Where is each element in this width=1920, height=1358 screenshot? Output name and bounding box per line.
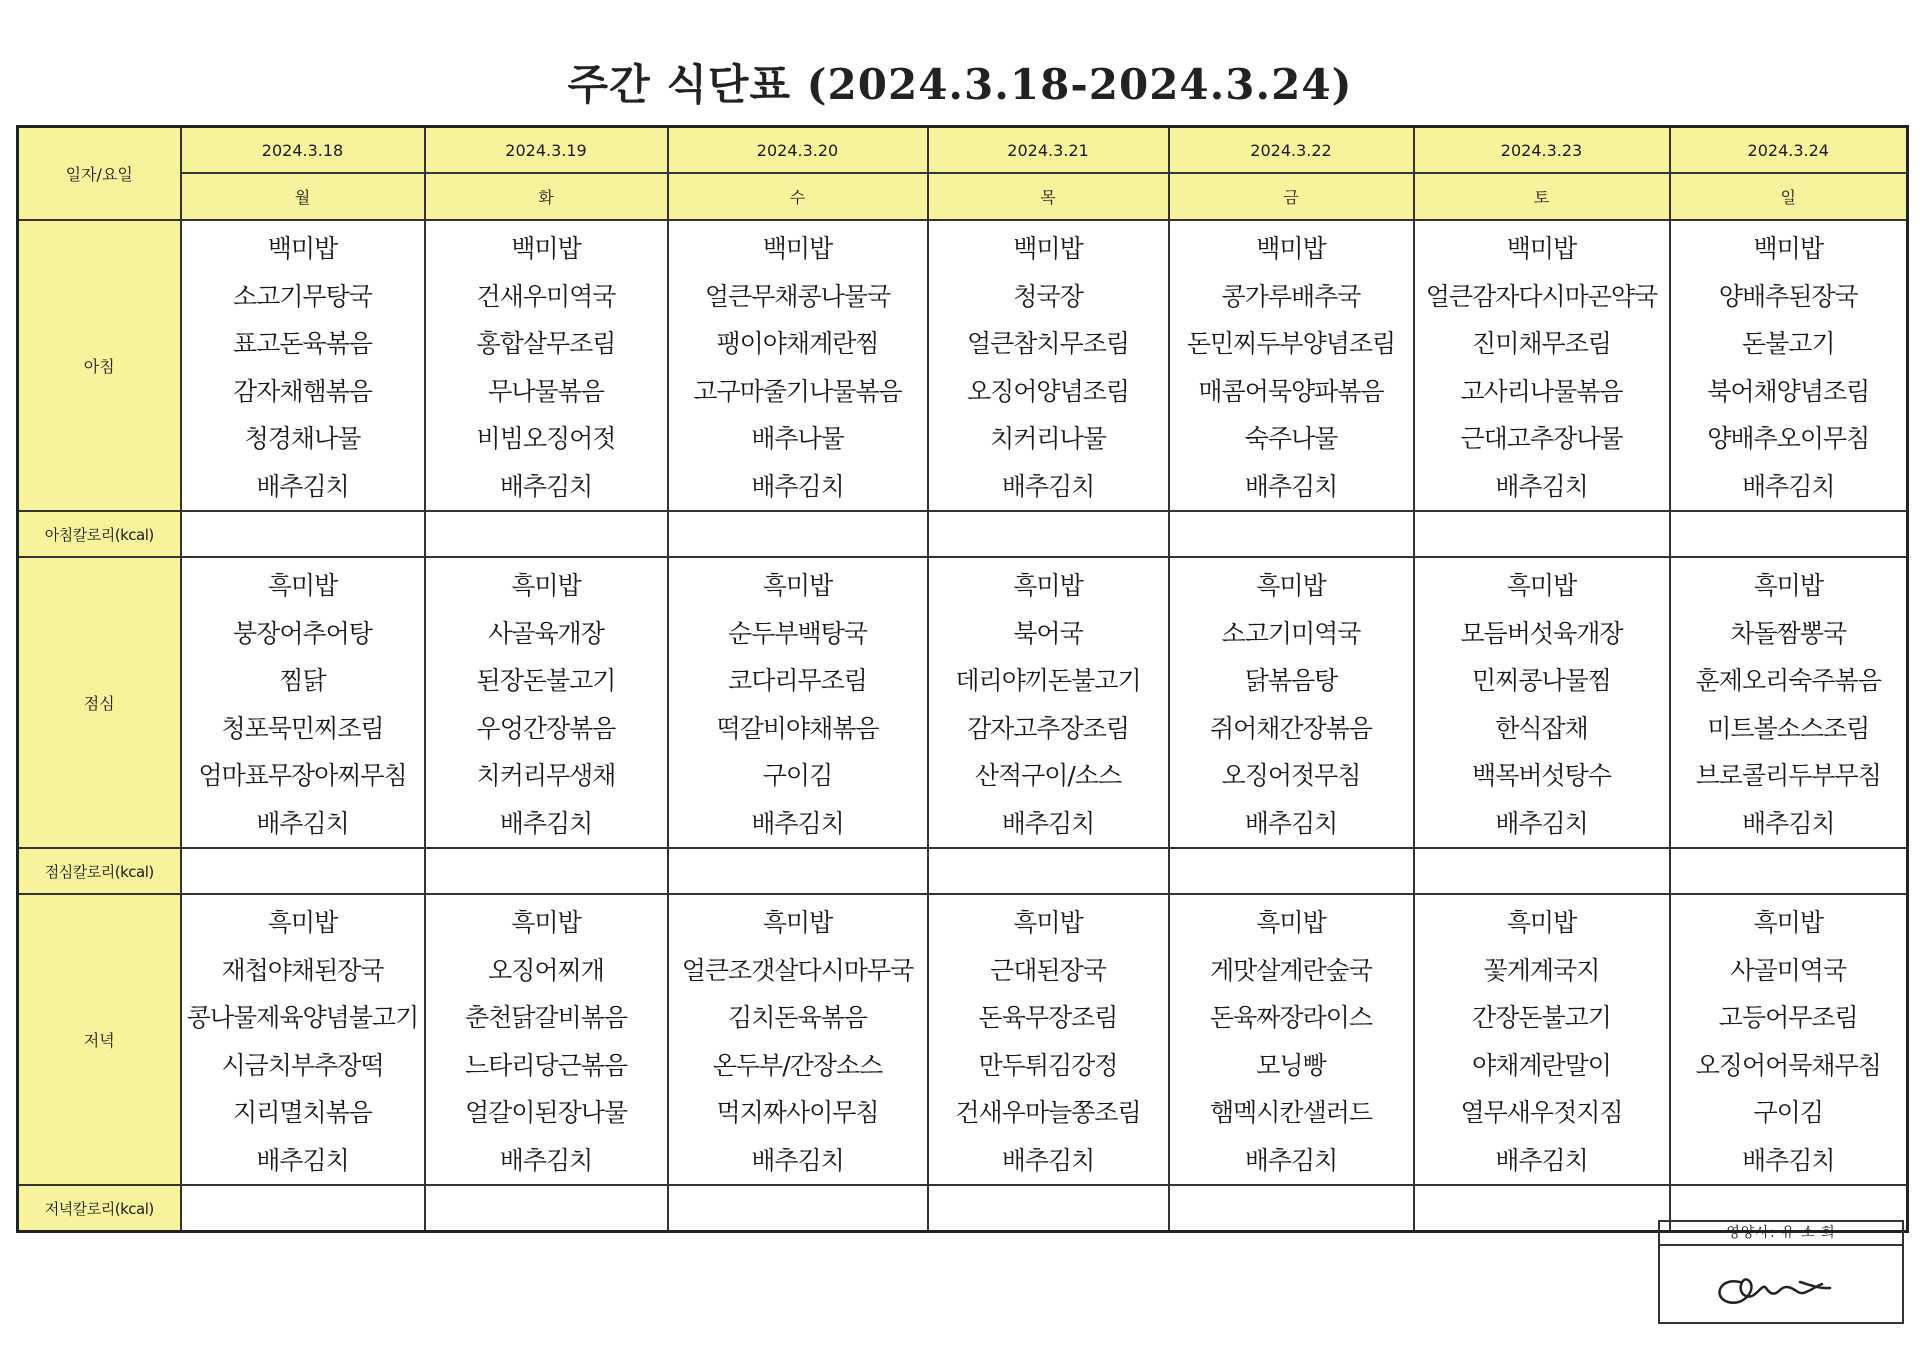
menu-item: 백미밥 [1256,234,1326,263]
menu-item: 먹지짜사이무침 [716,1098,879,1127]
menu-item: 콩나물제육양념불고기 [186,1003,419,1032]
menu-item: 시금치부추장떡 [221,1050,384,1080]
day-header-7: 일 [1670,173,1908,220]
menu-item: 우엉간장볶음 [476,713,616,743]
menu-item: 배추김치 [499,471,593,501]
menu-item: 청포묵민찌조림 [221,713,384,743]
day-header-6: 토 [1414,173,1670,220]
menu-item: 배추김치 [256,1145,349,1175]
menu-item: 붕장어추어탕 [233,618,372,648]
menu-item: 햄멕시칸샐러드 [1209,1098,1373,1127]
dinner-label: 저녁 [18,894,181,1185]
lunch-calorie-label: 점심칼로리(kcal) [18,848,181,894]
breakfast-calorie-cell-3 [668,511,928,557]
menu-item: 온두부/간장소스 [712,1050,883,1080]
menu-item: 고구마줄기나물볶음 [693,376,902,406]
menu-item: 브로콜리두부무침 [1695,761,1881,790]
menu-item: 흑미밥 [762,571,833,600]
menu-item: 고등어무조림 [1718,1003,1858,1032]
menu-item: 얼큰무채콩나물국 [704,281,891,311]
menu-item: 오징어찌개 [488,955,604,985]
dinner-calorie-cell-4 [928,1185,1169,1232]
breakfast-calorie-cell-5 [1169,511,1414,557]
menu-item: 돈불고기 [1741,329,1835,358]
menu-item: 배추김치 [499,1145,593,1175]
menu-item: 훈제오리숙주볶음 [1695,666,1881,695]
menu-item: 사골육개장 [488,618,604,648]
menu-item: 배추김치 [1001,808,1095,838]
date-header-2: 2024.3.19 [425,127,668,174]
lunch-day-1-cell [181,557,425,848]
dinner-calorie-cell-6 [1414,1185,1670,1232]
breakfast-calorie-cell-6 [1414,511,1670,557]
menu-item: 흑미밥 [1256,571,1326,600]
page-title: 주간 식단표 (2024.3.18-2024.3.24) [567,60,1353,109]
lunch-label: 점심 [18,557,181,848]
menu-item: 돈육짜장라이스 [1209,1003,1373,1032]
menu-item: 오징어양념조림 [966,376,1130,406]
menu-item: 비빔오징어젓 [476,424,616,453]
menu-item: 배추김치 [499,808,593,838]
day-header-row [18,173,1908,220]
menu-item: 흑미밥 [1506,908,1577,937]
menu-item: 백미밥 [511,234,581,263]
menu-item: 얼큰참치무조림 [966,329,1130,358]
menu-item: 돈민찌두부양념조림 [1186,329,1396,358]
menu-item: 배추김치 [1495,808,1588,838]
lunch-calorie-cell-4 [928,848,1169,894]
menu-item: 양배추오이무침 [1707,424,1870,453]
menu-item: 배추김치 [1244,808,1338,838]
dinner-row [18,894,1908,1185]
menu-item: 미트볼소스조림 [1707,713,1870,743]
menu-item: 김치돈육볶음 [728,1003,867,1032]
menu-item: 흑미밥 [1506,571,1577,600]
breakfast-day-3-cell [668,220,928,511]
menu-item: 차돌짬뽕국 [1730,618,1847,648]
date-header-5: 2024.3.22 [1169,127,1414,174]
menu-item: 돈육무장조림 [978,1003,1118,1032]
lunch-calorie-row [18,848,1908,894]
menu-item: 야채계란말이 [1472,1050,1611,1080]
breakfast-label: 아침 [18,220,181,511]
lunch-calorie-cell-7 [1670,848,1908,894]
date-header-4: 2024.3.21 [928,127,1169,174]
menu-item: 엄마표무장아찌무침 [198,761,407,790]
menu-item: 찜닭 [279,666,326,695]
menu-item: 배추김치 [1001,471,1095,501]
dinner-calorie-cell-5 [1169,1185,1414,1232]
lunch-day-3-cell [668,557,928,848]
menu-item: 한식잡채 [1495,713,1588,743]
breakfast-calorie-cell-7 [1670,511,1908,557]
nutritionist-box [1658,1220,1904,1324]
menu-item: 청경채나물 [244,424,361,453]
menu-item: 흑미밥 [1753,571,1823,600]
dinner-calorie-cell-3 [668,1185,928,1232]
menu-item: 근대된장국 [990,955,1106,985]
menu-item: 흑미밥 [762,908,833,937]
menu-item: 청국장 [1013,281,1083,311]
breakfast-day-4-cell [928,220,1169,511]
menu-item: 간장돈불고기 [1472,1003,1611,1032]
breakfast-calorie-cell-1 [181,511,425,557]
menu-item: 구이김 [762,761,833,790]
menu-item: 흑미밥 [1256,908,1326,937]
menu-item: 백미밥 [1753,234,1823,263]
menu-item: 양배추된장국 [1718,281,1858,311]
menu-item: 감자고추장조림 [966,713,1130,743]
dinner-day-1-cell [181,894,425,1185]
menu-item: 배추김치 [751,471,844,501]
menu-item: 북어국 [1013,618,1083,648]
corner-header: 일자/요일 [18,127,181,221]
menu-item: 모닝빵 [1256,1050,1326,1080]
menu-item: 치커리무생채 [476,761,616,790]
menu-item: 배추김치 [1001,1145,1095,1175]
menu-item: 배추김치 [751,1145,844,1175]
breakfast-calorie-row [18,511,1908,557]
menu-item: 얼큰감자다시마곤약국 [1425,281,1658,311]
menu-item: 소고기무탕국 [233,281,372,311]
menu-item: 배추김치 [751,808,844,838]
lunch-calorie-cell-6 [1414,848,1670,894]
menu-item: 숙주나물 [1244,424,1338,453]
menu-item: 느타리당근볶음 [464,1050,628,1080]
lunch-calorie-cell-5 [1169,848,1414,894]
menu-item: 흑미밥 [1013,571,1083,600]
menu-item: 감자채햄볶음 [233,376,372,406]
menu-item: 게맛살계란숲국 [1209,955,1373,985]
breakfast-calorie-cell-4 [928,511,1169,557]
menu-item: 팽이야채계란찜 [716,329,879,358]
menu-item: 배추김치 [1495,1145,1588,1175]
menu-item: 얼큰조갯살다시마무국 [681,955,914,985]
weekly-menu-table [16,125,1909,1233]
menu-item: 치커리나물 [990,424,1106,453]
menu-item: 배추김치 [1741,471,1835,501]
menu-item: 흑미밥 [267,571,338,600]
breakfast-row [18,220,1908,511]
signature-image [1700,1252,1850,1312]
menu-item: 흑미밥 [267,908,338,937]
dinner-calorie-cell-2 [425,1185,668,1232]
menu-item: 배추김치 [256,808,349,838]
dinner-day-7-cell [1670,894,1908,1185]
menu-item: 얼갈이된장나물 [464,1098,628,1127]
dinner-day-4-cell [928,894,1169,1185]
breakfast-day-5-cell [1169,220,1414,511]
dinner-calorie-cell-1 [181,1185,425,1232]
menu-item: 콩가루배추국 [1221,281,1361,311]
menu-item: 만두튀김강정 [978,1050,1118,1080]
breakfast-day-7-cell [1670,220,1908,511]
date-header-3: 2024.3.20 [668,127,928,174]
menu-item: 백미밥 [762,234,833,263]
menu-item: 닭볶음탕 [1244,666,1338,695]
menu-item: 쥐어채간장볶음 [1209,713,1373,743]
dinner-calorie-row [18,1185,1908,1232]
menu-item: 지리멸치볶음 [233,1098,372,1127]
menu-item: 건새우미역국 [476,281,616,311]
lunch-day-5-cell [1169,557,1414,848]
menu-item: 꽃게계국지 [1483,955,1600,985]
menu-item: 홍합살무조림 [476,329,616,358]
menu-item: 사골미역국 [1730,955,1847,985]
menu-item: 코다리무조림 [728,666,867,695]
lunch-calorie-cell-2 [425,848,668,894]
menu-item: 구이김 [1753,1098,1823,1127]
menu-item: 떡갈비야채볶음 [716,713,879,743]
menu-item: 순두부백탕국 [728,618,867,648]
menu-item: 배추김치 [1741,1145,1835,1175]
dinner-calorie-label: 저녁칼로리(kcal) [18,1185,181,1232]
breakfast-calorie-cell-2 [425,511,668,557]
menu-item: 오징어어묵채무침 [1695,1050,1881,1080]
nutritionist-label: 영양사: 유 소 희 [1660,1222,1902,1246]
menu-item: 흑미밥 [1753,908,1823,937]
lunch-day-4-cell [928,557,1169,848]
menu-item: 민찌콩나물찜 [1472,666,1611,695]
menu-item: 백미밥 [1013,234,1083,263]
menu-item: 오징어젓무침 [1221,761,1361,790]
menu-item: 데리야끼돈불고기 [955,666,1141,695]
menu-item: 모듬버섯육개장 [1460,618,1623,648]
menu-item: 표고돈육볶음 [233,329,372,358]
lunch-calorie-cell-1 [181,848,425,894]
menu-item: 근대고추장나물 [1460,424,1623,453]
menu-item: 북어채양념조림 [1707,376,1870,406]
dinner-day-6-cell [1414,894,1670,1185]
menu-item: 배추김치 [256,471,349,501]
menu-item: 백목버섯탕수 [1472,761,1611,790]
menu-item: 열무새우젓지짐 [1460,1098,1623,1127]
breakfast-day-1-cell [181,220,425,511]
dinner-day-3-cell [668,894,928,1185]
date-header-6: 2024.3.23 [1414,127,1670,174]
day-header-1: 월 [181,173,425,220]
menu-item: 무나물볶음 [488,376,604,406]
menu-item: 배추김치 [1741,808,1835,838]
day-header-4: 목 [928,173,1169,220]
menu-item: 백미밥 [1506,234,1577,263]
lunch-day-7-cell [1670,557,1908,848]
menu-item: 배추나물 [751,424,844,453]
menu-item: 백미밥 [267,234,338,263]
menu-item: 산적구이/소스 [974,761,1122,790]
breakfast-calorie-label: 아침칼로리(kcal) [18,511,181,557]
date-header-row [18,127,1908,174]
menu-item: 재첩야채된장국 [221,955,384,985]
dinner-day-5-cell [1169,894,1414,1185]
menu-item: 배추김치 [1495,471,1588,501]
menu-item: 매콤어묵양파볶음 [1198,376,1384,406]
date-header-1: 2024.3.18 [181,127,425,174]
dinner-day-2-cell [425,894,668,1185]
day-header-5: 금 [1169,173,1414,220]
lunch-calorie-cell-3 [668,848,928,894]
date-header-7: 2024.3.24 [1670,127,1908,174]
menu-item: 진미채무조림 [1472,329,1611,358]
lunch-row [18,557,1908,848]
menu-item: 배추김치 [1244,1145,1338,1175]
lunch-day-6-cell [1414,557,1670,848]
menu-item: 배추김치 [1244,471,1338,501]
menu-item: 고사리나물볶음 [1460,376,1623,406]
menu-item: 흑미밥 [1013,908,1083,937]
menu-item: 춘천닭갈비볶음 [464,1003,628,1032]
day-header-2: 화 [425,173,668,220]
breakfast-day-2-cell [425,220,668,511]
breakfast-day-6-cell [1414,220,1670,511]
menu-item: 된장돈불고기 [476,666,616,695]
menu-item: 흑미밥 [511,571,581,600]
menu-item: 소고기미역국 [1221,618,1361,648]
menu-item: 흑미밥 [511,908,581,937]
menu-item: 건새우마늘쫑조림 [955,1098,1141,1127]
day-header-3: 수 [668,173,928,220]
lunch-day-2-cell [425,557,668,848]
